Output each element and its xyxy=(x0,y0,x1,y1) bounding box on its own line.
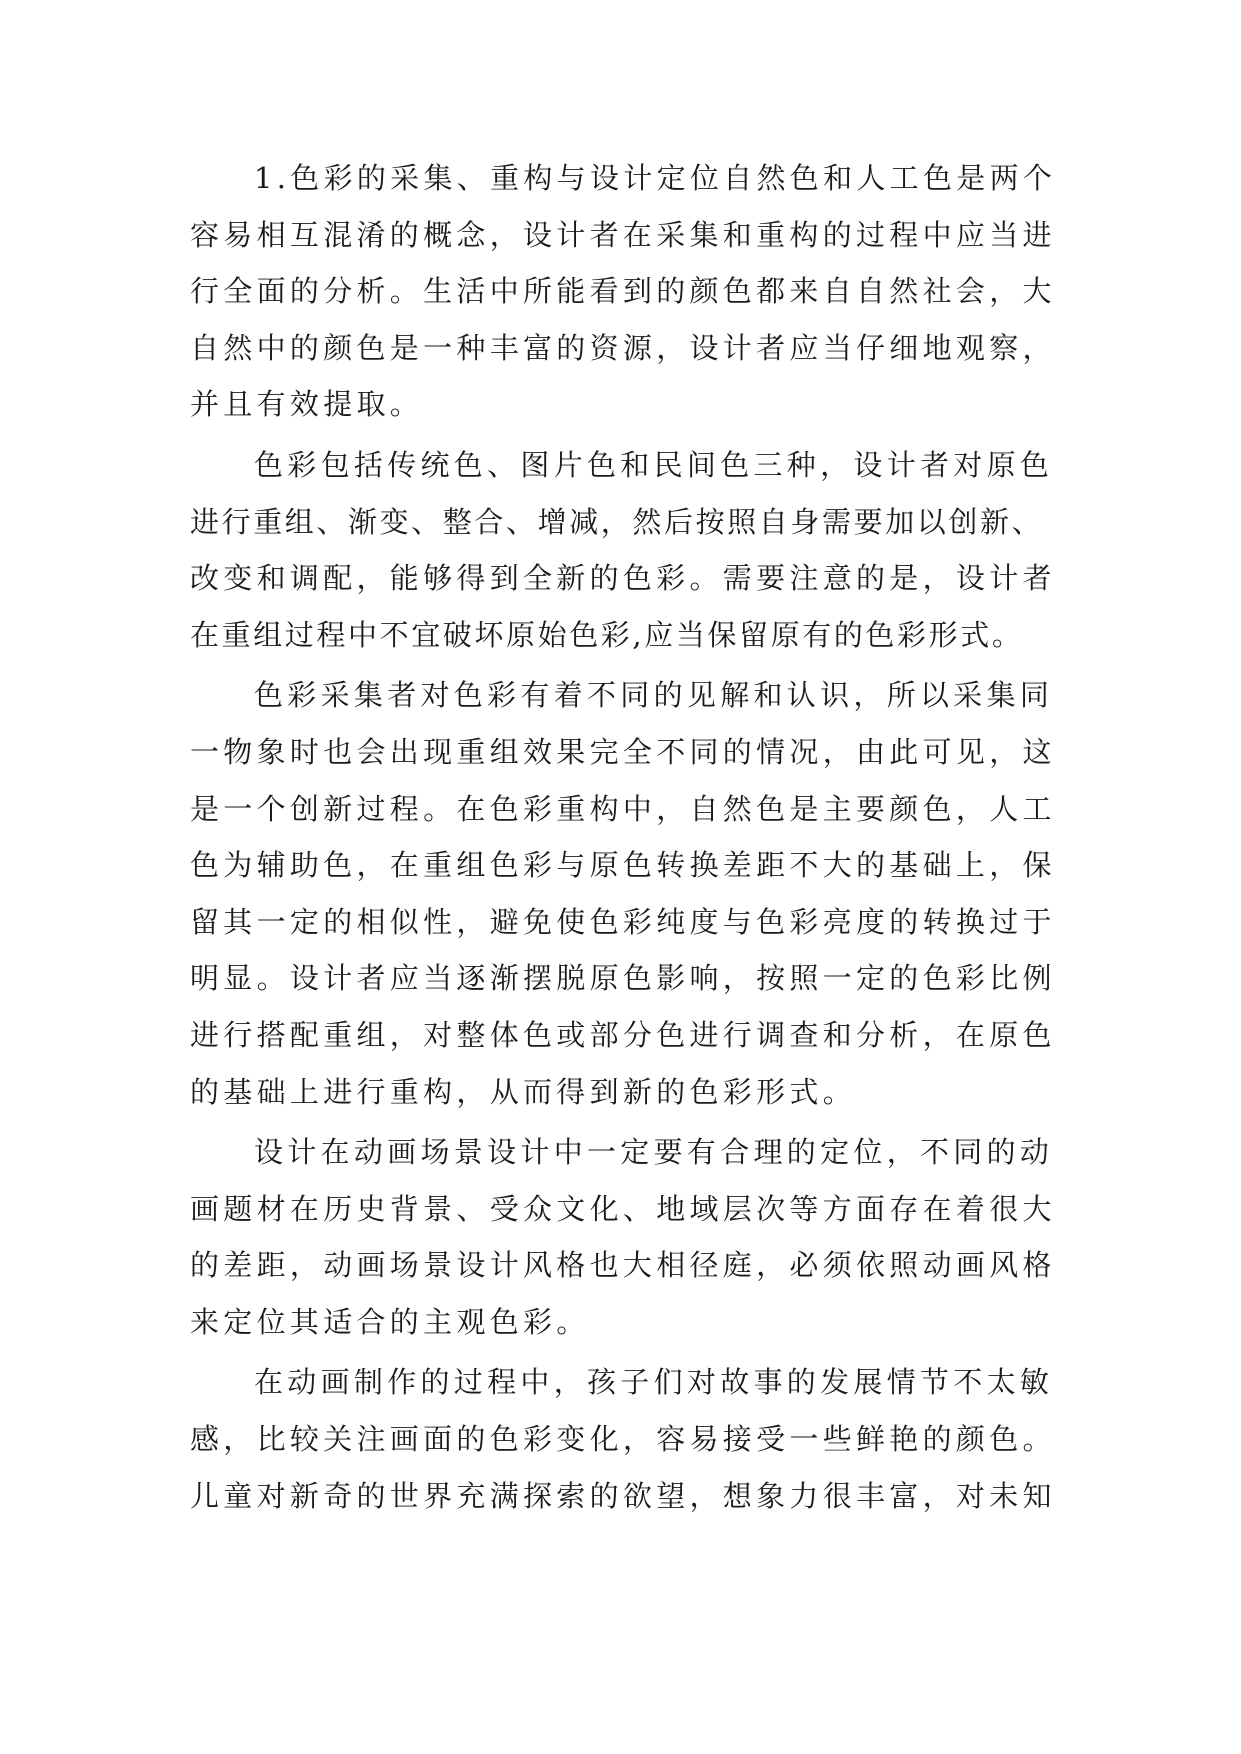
paragraph-animation-children xyxy=(190,1354,1070,1524)
text-line: 色彩包括传统色、图片色和民间色三种，设计者对原色 xyxy=(254,447,1054,482)
text-line: 1.色彩的采集、重构与设计定位自然色和人工色是两个 xyxy=(254,161,1057,195)
text-line: 感，比较关注画面的色彩变化，容易接受一些鲜艳的颜色。 xyxy=(190,1422,1056,1457)
text-line: 改变和调配，能够得到全新的色彩。需要注意的是，设计者 xyxy=(190,561,1056,596)
text-line: 来定位其适合的主观色彩。 xyxy=(190,1304,590,1339)
text-line: 画题材在历史背景、受众文化、地域层次等方面存在着很大 xyxy=(190,1191,1056,1226)
text-line: 留其一定的相似性，避免使色彩纯度与色彩亮度的转换过于 xyxy=(190,904,1056,939)
text-line: 明显。设计者应当逐渐摆脱原色影响，按照一定的色彩比例 xyxy=(190,961,1056,996)
paragraph-color-collection xyxy=(190,150,1070,433)
text-line: 进行搭配重组，对整体色或部分色进行调查和分析，在原色 xyxy=(190,1017,1056,1052)
text-line: 进行重组、渐变、整合、增减，然后按照自身需要加以创新、 xyxy=(190,504,1044,539)
paragraph-scene-design xyxy=(190,1124,1070,1350)
text-line: 色为辅助色，在重组色彩与原色转换差距不大的基础上，保 xyxy=(190,848,1056,883)
paragraph-color-reconstruction xyxy=(190,667,1070,1120)
text-line: 的差距，动画场景设计风格也大相径庭，必须依照动画风格 xyxy=(190,1248,1056,1283)
text-line: 设计在动画场景设计中一定要有合理的定位，不同的动 xyxy=(254,1135,1054,1170)
paragraph-color-types xyxy=(190,437,1070,663)
text-line: 并且有效提取。 xyxy=(190,387,424,422)
text-line: 儿童对新奇的世界充满探索的欲望，想象力很丰富，对未知 xyxy=(190,1478,1056,1513)
document-body xyxy=(190,150,1070,1528)
text-line: 的基础上进行重构，从而得到新的色彩形式。 xyxy=(190,1074,857,1109)
text-line: 一物象时也会出现重组效果完全不同的情况，由此可见，这 xyxy=(190,734,1056,769)
text-line: 在重组过程中不宜破坏原始色彩,应当保留原有的色彩形式。 xyxy=(190,617,1024,652)
text-line: 自然中的颜色是一种丰富的资源，设计者应当仔细地观察， xyxy=(190,330,1056,365)
text-line: 色彩采集者对色彩有着不同的见解和认识，所以采集同 xyxy=(254,678,1054,713)
text-line: 行全面的分析。生活中所能看到的颜色都来自自然社会，大 xyxy=(190,274,1056,309)
text-line: 容易相互混淆的概念，设计者在采集和重构的过程中应当进 xyxy=(190,217,1056,252)
text-line: 是一个创新过程。在色彩重构中，自然色是主要颜色，人工 xyxy=(190,791,1056,826)
text-line: 在动画制作的过程中，孩子们对故事的发展情节不太敏 xyxy=(254,1365,1054,1400)
